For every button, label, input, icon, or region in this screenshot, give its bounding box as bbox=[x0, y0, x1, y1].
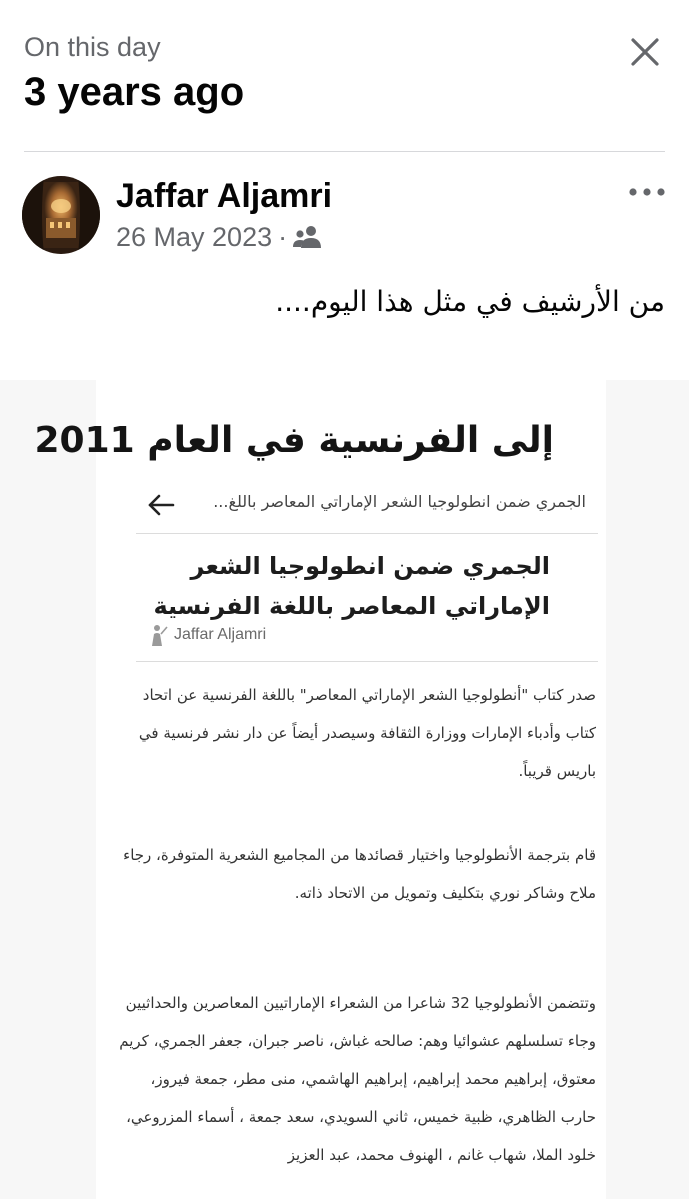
memory-title: 3 years ago bbox=[24, 70, 245, 114]
article-paragraph: وتتضمن الأنطولوجيا 32 شاعرا من الشعراء الإماراتيين المعاصرين والحداثيين وجاء تسلسلهم عشوائيا وهم: صالحه غباش، ناصر جبران، جعفر الجمري، كريم معتوق، إبراهيم محمد إبراهيم، إبراهيم الهاشمي، منى مطر، جمعة فيروز، حارب الظاهري، ظبية خميس، ثاني السويدي، سعد جمعة ، أسماء المزروعي، خلود الملا، شهاب غانم ، الهنوف محمد، عبد العزيز bbox=[119, 994, 596, 1164]
back-arrow-icon bbox=[146, 492, 176, 518]
close-icon bbox=[625, 32, 665, 72]
nav-divider bbox=[136, 533, 598, 534]
article-paragraph: قام بترجمة الأنطولوجيا واختيار قصائدها من المجاميع الشعرية المتوفرة، رجاء ملاح وشاكر نوري بتكليف وتمويل من الاتحاد ذاته. bbox=[123, 846, 596, 902]
close-button[interactable] bbox=[625, 32, 665, 72]
more-icon bbox=[625, 180, 669, 204]
meta-separator: · bbox=[278, 222, 288, 252]
byline-name: Jaffar Aljamri bbox=[174, 626, 267, 643]
post-meta bbox=[116, 220, 323, 254]
more-options-button[interactable] bbox=[625, 180, 669, 204]
article-paragraph: صدر كتاب "أنطولوجيا الشعر الإماراتي المعاصر" باللغة الفرنسية عن اتحاد كتاب وأدباء الإمارات ووزارة الثقافة وسيصدر أيضاً عن دار نشر فرنسية في باريس قريباً. bbox=[138, 686, 596, 780]
post-header bbox=[22, 176, 669, 256]
article-title: الجمري ضمن انطولوجيا الشعر الإماراتي المعاصر باللغة الفرنسية bbox=[153, 552, 550, 620]
image-heading: إلى الفرنسية في العام 2011 bbox=[34, 420, 554, 461]
author-name[interactable]: Jaffar Aljamri bbox=[116, 177, 333, 215]
writer-icon bbox=[148, 624, 168, 646]
post-text: من الأرشيف في مثل هذا اليوم.... bbox=[275, 285, 665, 318]
article-byline bbox=[148, 624, 266, 646]
post-date[interactable]: 26 May 2023 bbox=[116, 222, 273, 252]
article-nav-bar bbox=[146, 490, 586, 520]
header-divider bbox=[24, 151, 665, 152]
byline-divider bbox=[136, 661, 598, 662]
friends-icon bbox=[293, 225, 323, 249]
avatar[interactable] bbox=[22, 176, 100, 254]
memory-header bbox=[24, 30, 665, 116]
article-screenshot bbox=[34, 380, 606, 1199]
nav-title: الجمري ضمن انطولوجيا الشعر الإماراتي المعاصر باللغ... bbox=[213, 492, 586, 511]
shared-image[interactable] bbox=[0, 380, 689, 1199]
memory-eyebrow: On this day bbox=[24, 32, 161, 62]
